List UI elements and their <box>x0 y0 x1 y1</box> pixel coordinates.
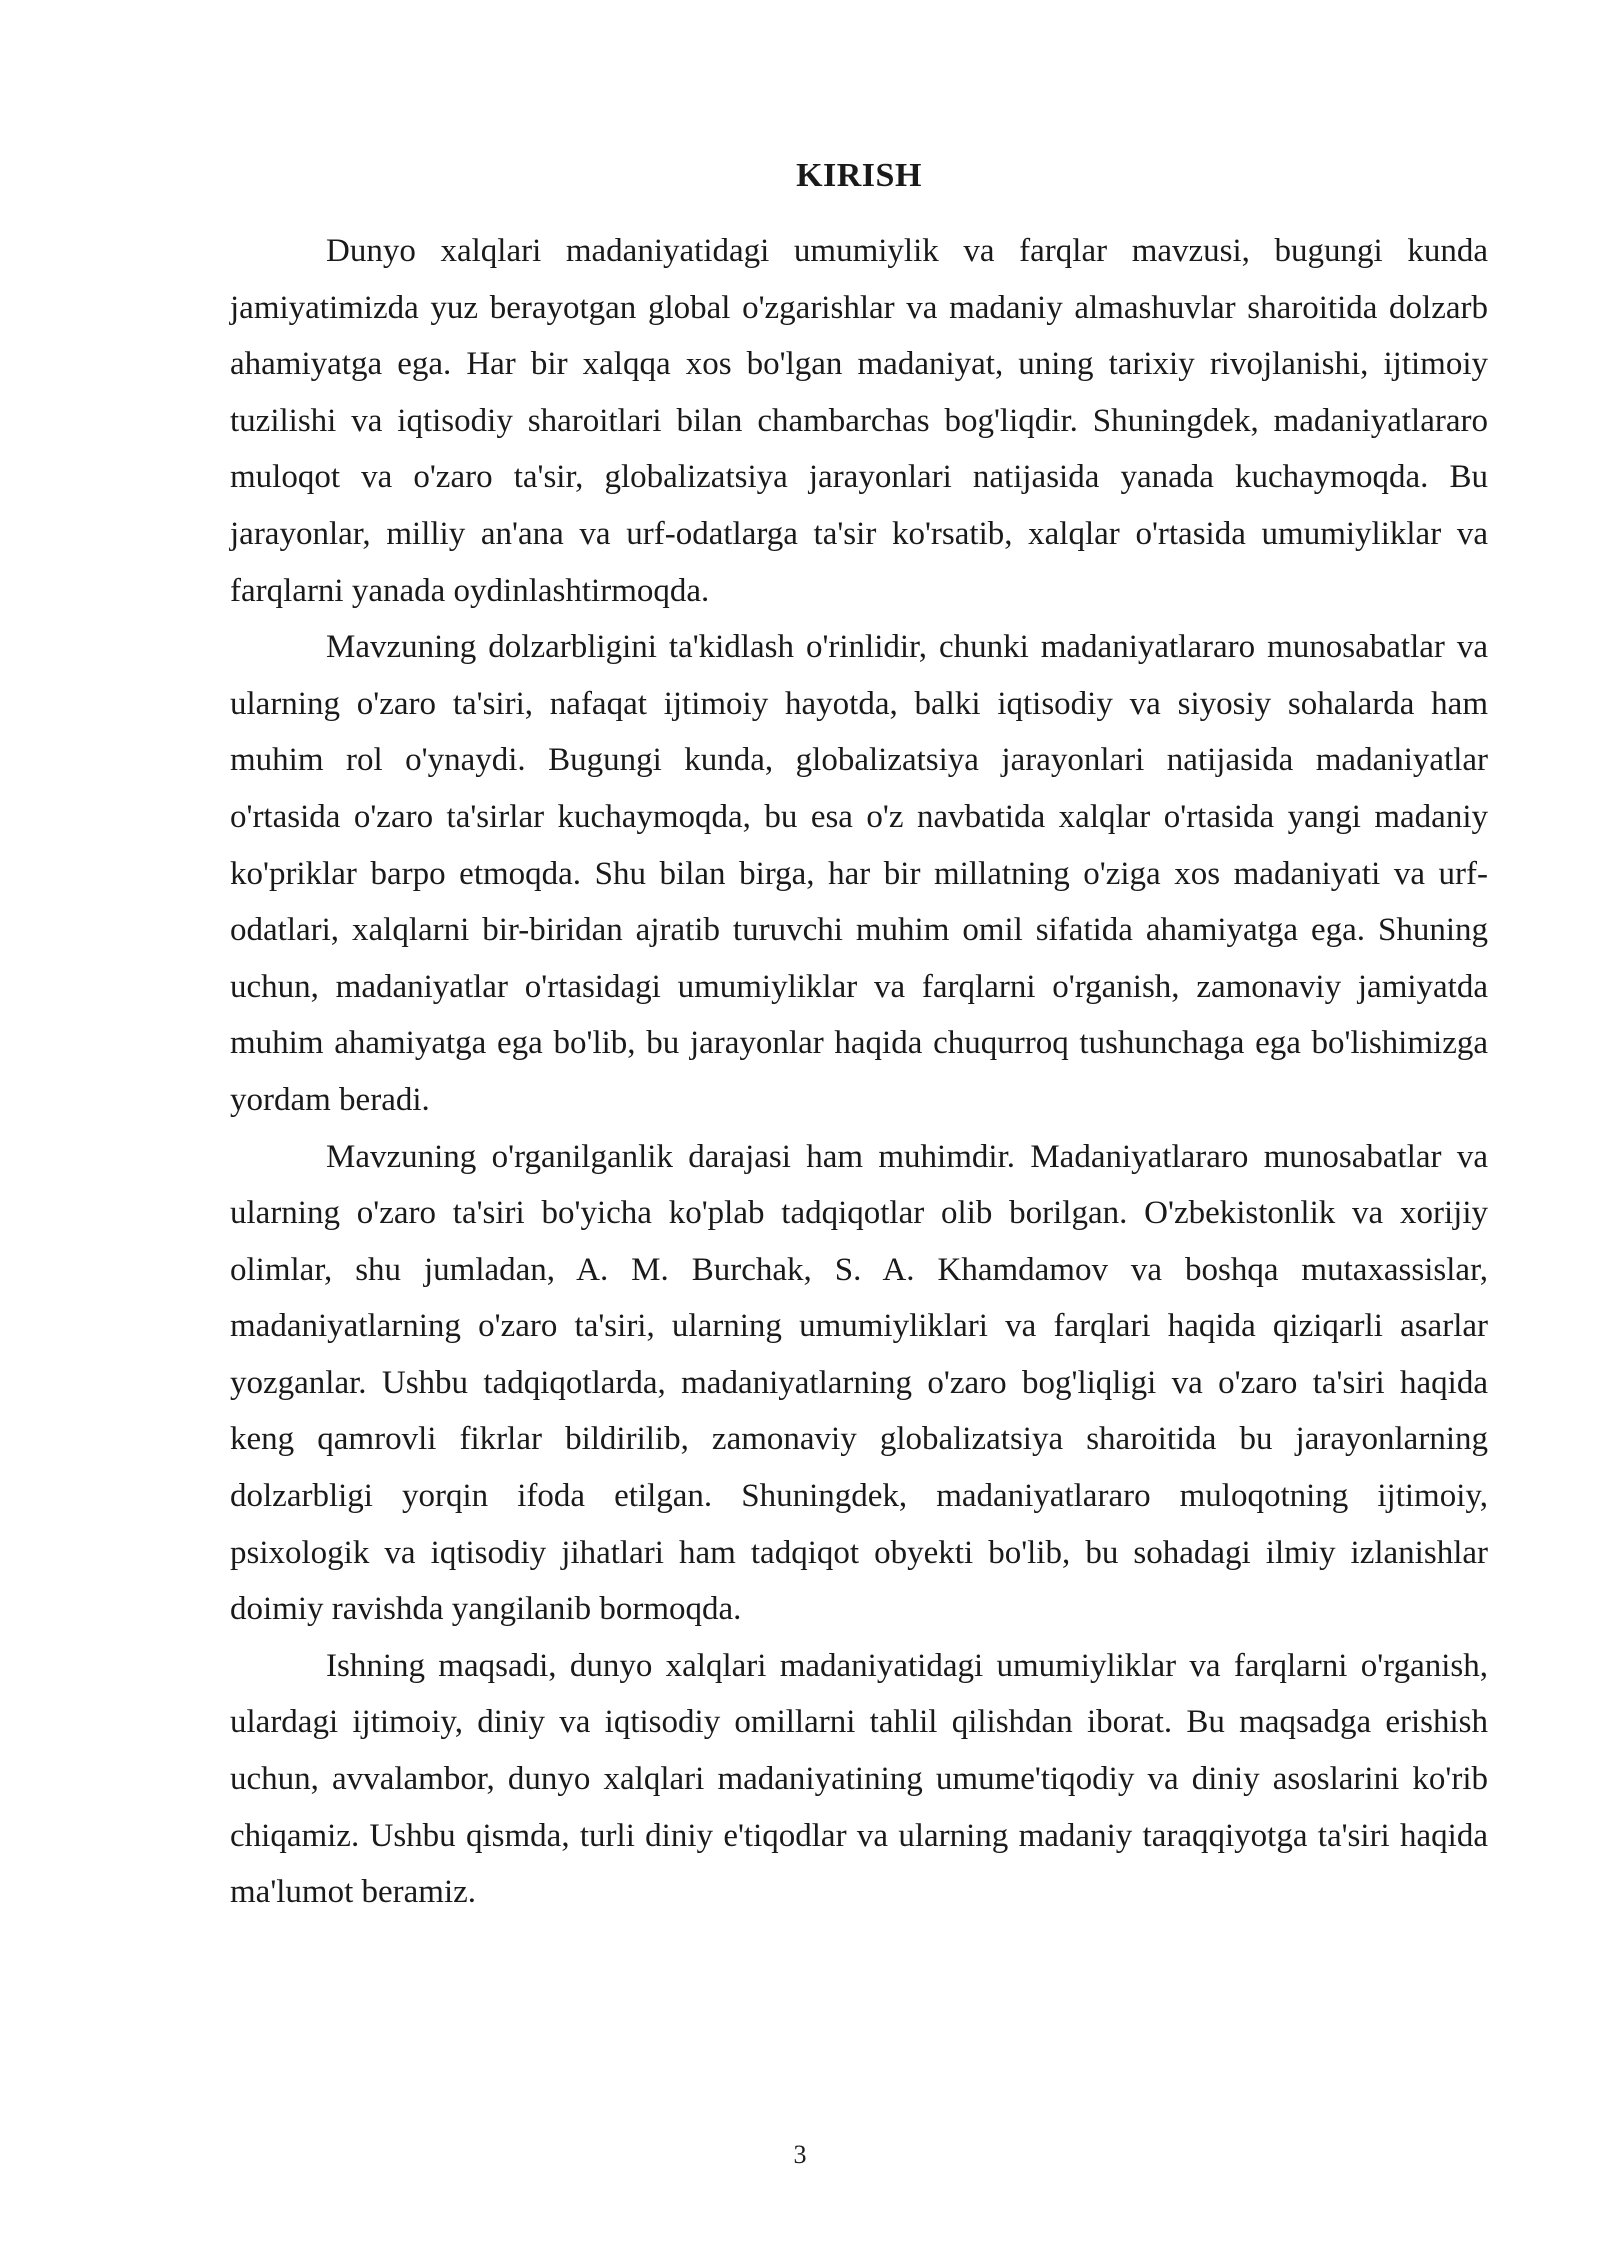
page-content <box>230 150 1488 1921</box>
paragraph-relevance-intro: Dunyo xalqlari madaniyatidagi umumiylik va farqlar mavzusi, bugungi kunda jamiyatimizda yuz berayotgan global o'zgarishlar va madaniy almashuvlar sharoitida dolzarb ahamiyatga ega. Har bir xalqqa xos bo'lgan madaniyat, uning tarixiy rivojlanishi, ijtimoiy tuzilishi va iqtisodiy sharoitlari bilan chambarchas bog'liqdir. Shuningdek, madaniyatlararo muloqot va o'zaro ta'sir, globalizatsiya jarayonlari natijasida yanada kuchaymoqda. Bu jarayonlar, milliy an'ana va urf-odatlarga ta'sir ko'rsatib, xalqlar o'rtasida umumiyliklar va farqlarni yanada oydinlashtirmoqda. <box>230 233 1488 609</box>
paragraph-work-purpose: Ishning maqsadi, dunyo xalqlari madaniyatidagi umumiyliklar va farqlarni o'rganish, ulardagi ijtimoiy, diniy va iqtisodiy omillarni tahlil qilishdan iborat. Bu maqsadga erishish uchun, avvalambor, dunyo xalqlari madaniyatining umume'tiqodiy va diniy asoslarini ko'rib chiqamiz. Ushbu qismda, turli diniy e'tiqodlar va ularning madaniy taraqqiyotga ta'siri haqida ma'lumot beramiz. <box>230 1647 1488 1911</box>
paragraph-degree-of-study: Mavzuning o'rganilganlik darajasi ham muhimdir. Madaniyatlararo munosabatlar va ularning o'zaro ta'siri bo'yicha ko'plab tadqiqotlar olib borilgan. O'zbekistonlik va xorijiy olimlar, shu jumladan, A. M. Burchak, S. A. Khamdamov va boshqa mutaxassislar, madaniyatlarning o'zaro ta'siri, ularning umumiyliklari va farqlari haqida qiziqarli asarlar yozganlar. Ushbu tadqiqotlarda, madaniyatlarning o'zaro bog'liqligi va o'zaro ta'siri haqida keng qamrovli fikrlar bildirilib, zamonaviy globalizatsiya sharoitida bu jarayonlarning dolzarbligi yorqin ifoda etilgan. Shuningdek, madaniyatlararo muloqotning ijtimoiy, psixologik va iqtisodiy jihatlari ham tadqiqot obyekti bo'lib, bu sohadagi ilmiy izlanishlar doimiy ravishda yangilanib bormoqda. <box>230 1138 1488 1628</box>
section-title: KIRISH <box>796 157 922 194</box>
page-number: 3 <box>793 2140 807 2169</box>
paragraph-topic-relevance: Mavzuning dolzarbligini ta'kidlash o'rinlidir, chunki madaniyatlararo munosabatlar va ularning o'zaro ta'siri, nafaqat ijtimoiy hayotda, balki iqtisodiy va siyosiy sohalarda ham muhim rol o'ynaydi. Bugungi kunda, globalizatsiya jarayonlari natijasida madaniyatlar o'rtasida o'zaro ta'sirlar kuchaymoqda, bu esa o'z navbatida xalqlar o'rtasida yangi madaniy ko'priklar barpo etmoqda. Shu bilan birga, har bir millatning o'ziga xos madaniyati va urf-odatlari, xalqlarni bir-biridan ajratib turuvchi muhim omil sifatida ahamiyatga ega. Shuning uchun, madaniyatlar o'rtasidagi umumiyliklar va farqlarni o'rganish, zamonaviy jamiyatda muhim ahamiyatga ega bo'lib, bu jarayonlar haqida chuqurroq tushunchaga ega bo'lishimizga yordam beradi. <box>230 629 1488 1118</box>
